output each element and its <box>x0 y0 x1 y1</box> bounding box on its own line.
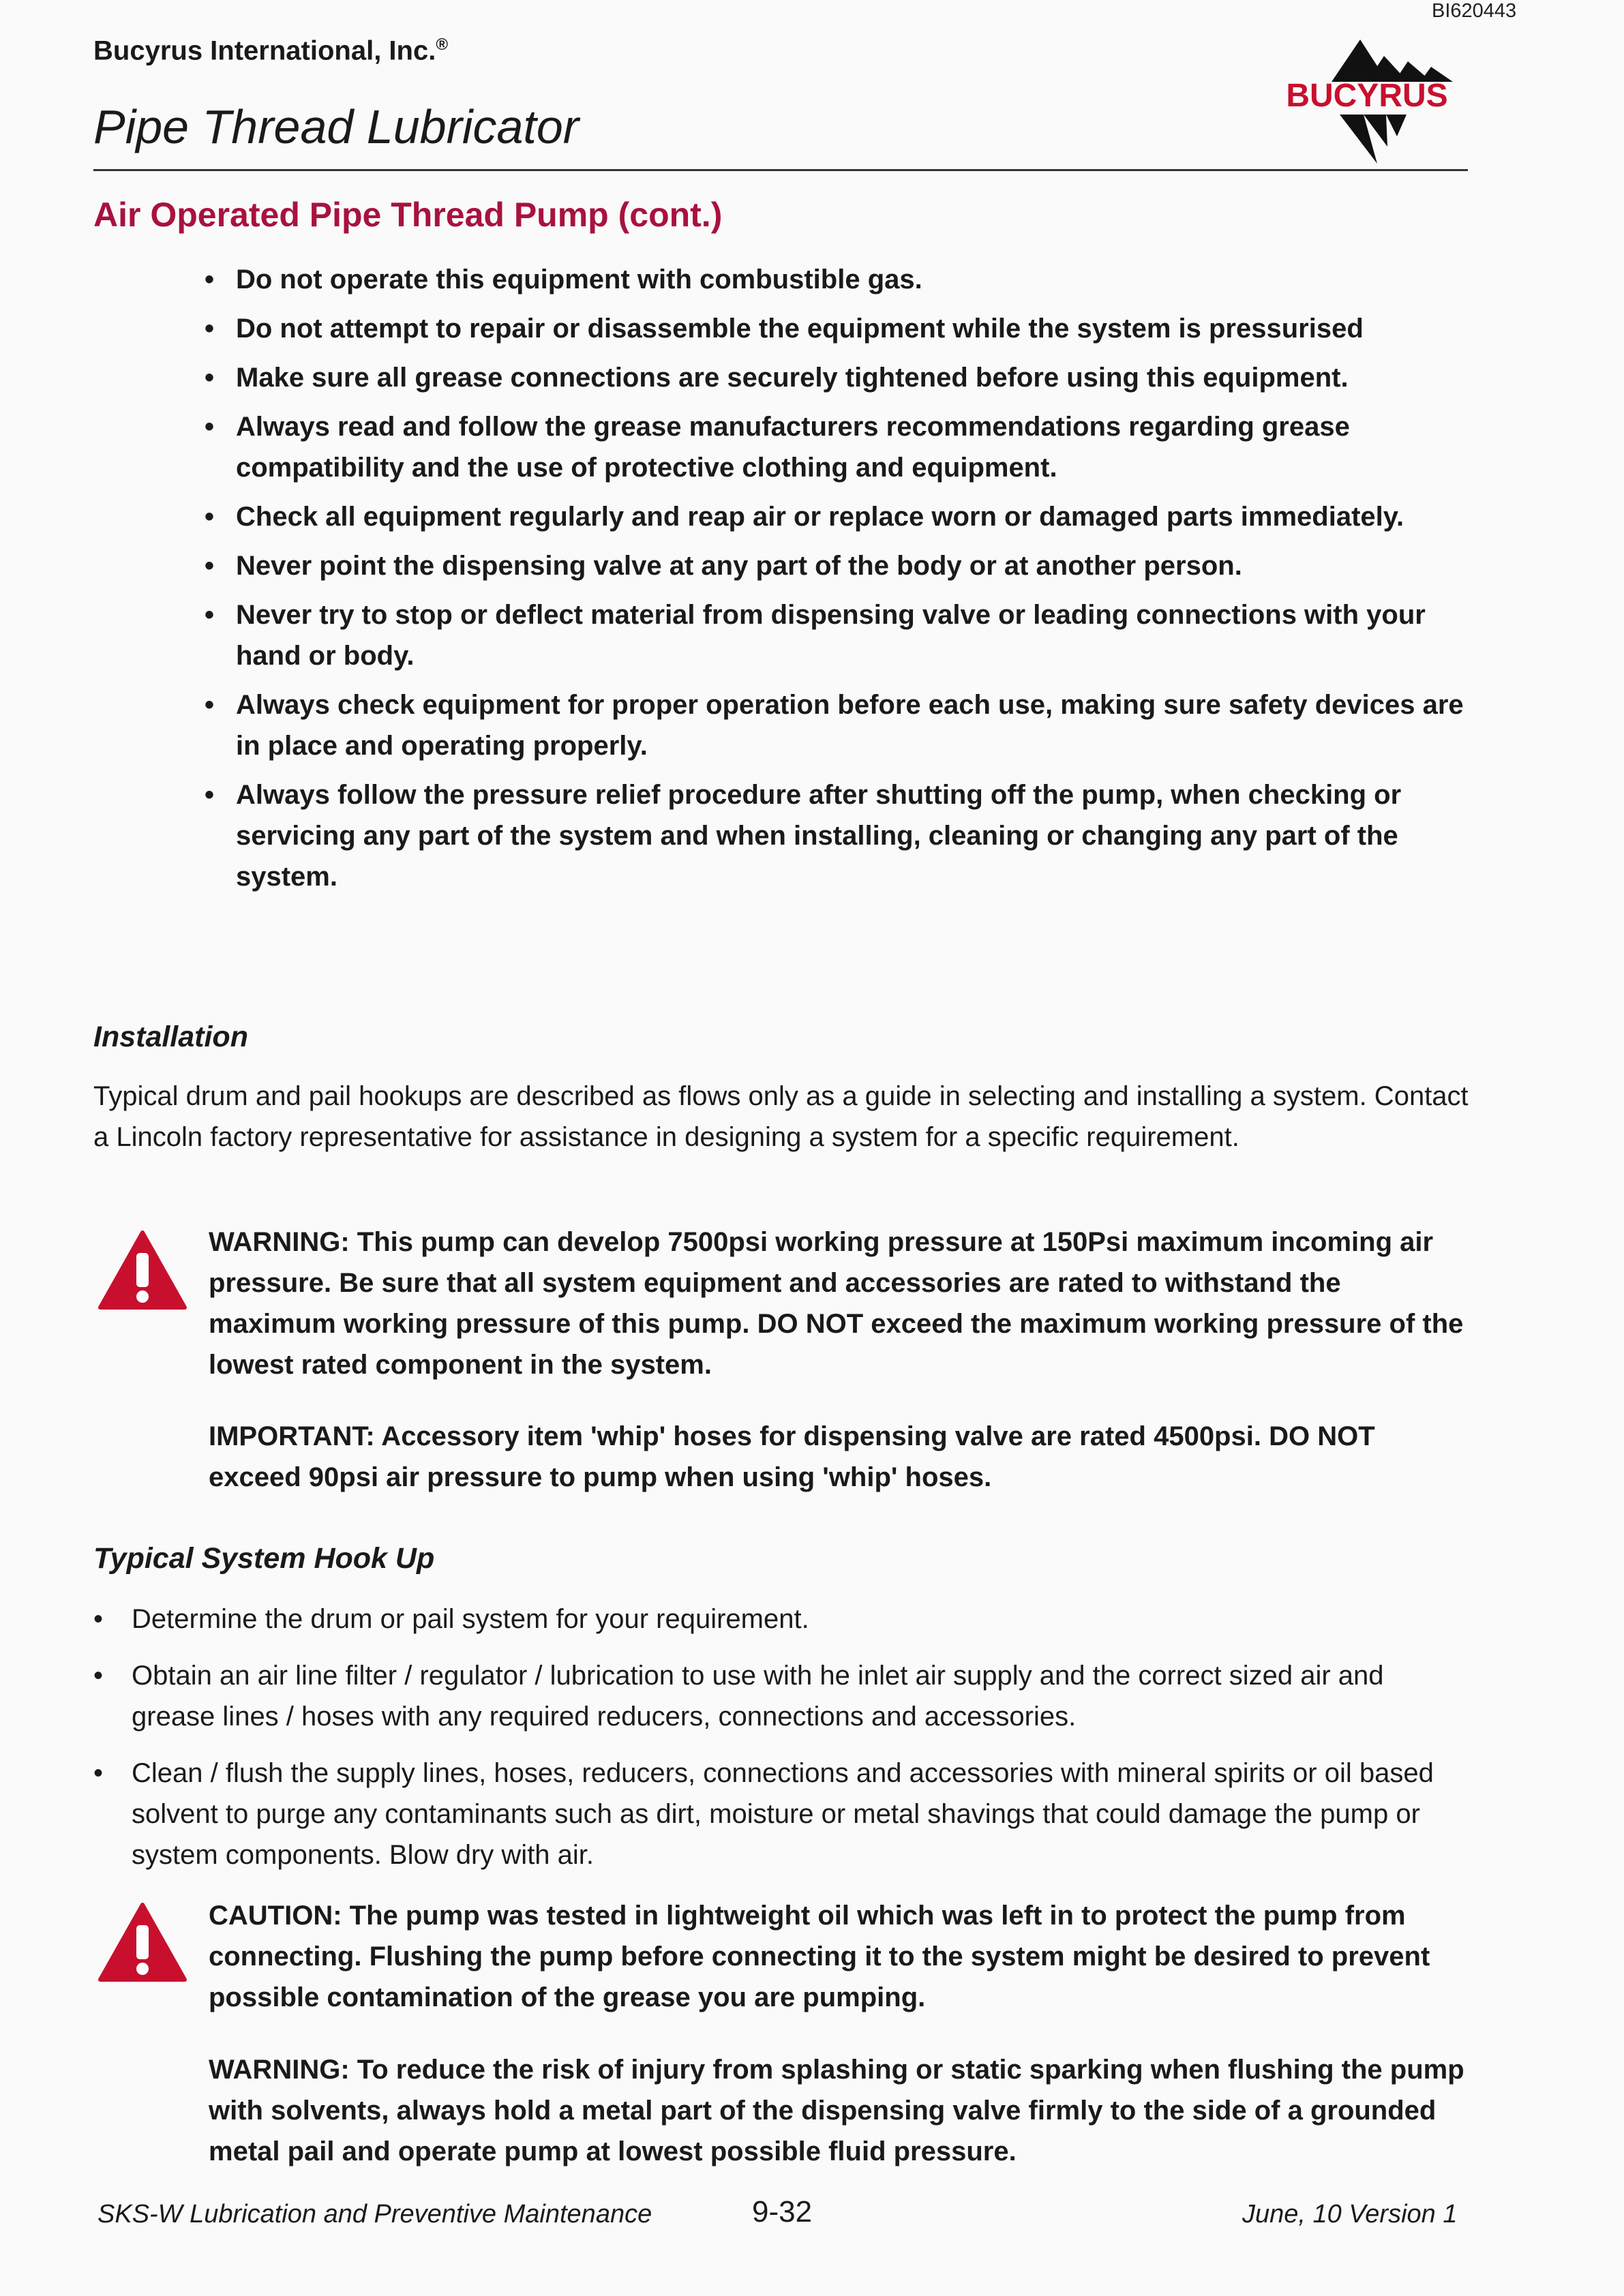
list-item: • Do not operate this equipment with combustible gas. <box>205 259 1473 300</box>
footer-version: June, 10 Version 1 <box>1242 2200 1458 2229</box>
hookup-list <box>93 1599 1471 1891</box>
list-item: • Never point the dispensing valve at any part of the body or at another person. <box>205 545 1473 586</box>
caution-icon <box>97 1902 187 1982</box>
list-item: • Never try to stop or deflect material from dispensing valve or leading connections with your hand or body. <box>205 594 1473 676</box>
caution-notice: CAUTION: The pump was tested in lightweight oil which was left in to protect the pump from connecting. Flushing the pump before connecting it to the system might be desired to prevent possible contamination of the grease you are pumping. <box>209 1901 1430 2012</box>
installation-heading: Installation <box>93 1021 248 1053</box>
company-name <box>93 35 448 66</box>
warning-flush-notice: WARNING: To reduce the risk of injury from splashing or static sparking when flushing the pump with solvents, always hold a metal part of the dispensing valve firmly to the side of a grounded metal pail and operate pump at lowest possible fluid pressure. <box>209 2055 1464 2166</box>
list-item: • Make sure all grease connections are securely tightened before using this equipment. <box>205 357 1473 398</box>
list-item: • Obtain an air line filter / regulator / lubrication to use with he inlet air supply and the correct sized air and grease lines / hoses with any required reducers, connections and accessories. <box>93 1655 1471 1737</box>
warning-pressure-notice: WARNING: This pump can develop 7500psi working pressure at 150Psi maximum incoming air pressure. Be sure that all system equipment and accessories are rated to withstand the maximum working pressure of this pump. DO NOT exceed the maximum working pressure of the lowest rated component in the system. <box>209 1227 1464 1380</box>
section-heading: Air Operated Pipe Thread Pump (cont.) <box>93 196 723 234</box>
installation-text: Typical drum and pail hookups are described as flows only as a guide in selecting and installing a system. Contact a Lincoln factory representative for assistance in designing a system for a specific requirement. <box>93 1081 1469 1152</box>
list-item: • Always follow the pressure relief procedure after shutting off the pump, when checking or servicing any part of the system and when installing, cleaning or changing any part of the system. <box>205 774 1473 897</box>
list-item: • Always check equipment for proper operation before each use, making sure safety devices are in place and operating properly. <box>205 684 1473 766</box>
bucyrus-logo <box>1265 34 1469 167</box>
hookup-heading: Typical System Hook Up <box>93 1542 435 1575</box>
logo-lower-stripe-3 <box>1386 115 1407 136</box>
important-notice: IMPORTANT: Accessory item 'whip' hoses for dispensing valve are rated 4500psi. DO NOT exceed 90psi air pressure to pump when using 'whip' hoses. <box>209 1421 1375 1492</box>
company-name-text: Bucyrus International, Inc. <box>93 35 436 66</box>
safety-list <box>205 259 1473 905</box>
document-title: Pipe Thread Lubricator <box>93 100 580 153</box>
registered-mark: ® <box>436 35 449 54</box>
header-rule <box>93 169 1468 171</box>
list-item: • Do not attempt to repair or disassemble the equipment while the system is pressurised <box>205 308 1473 349</box>
warning-icon <box>97 1230 187 1310</box>
list-item: • Determine the drum or pail system for your requirement. <box>93 1599 1471 1640</box>
list-item: • Check all equipment regularly and reap air or replace worn or damaged parts immediately. <box>205 496 1473 537</box>
document-id: BI620443 <box>1432 0 1517 22</box>
logo-wordmark: BUCYRUS <box>1286 78 1448 114</box>
list-item: • Always read and follow the grease manufacturers recommendations regarding grease compatibility and the use of protective clothing and equipment. <box>205 406 1473 488</box>
footer-manual-title: SKS-W Lubrication and Preventive Maintenance <box>97 2200 652 2229</box>
page-number: 9-32 <box>752 2195 813 2229</box>
list-item: • Clean / flush the supply lines, hoses, reducers, connections and accessories with mineral spirits or oil based solvent to purge any contaminants such as dirt, moisture or metal shavings that could damage the pump or system components. Blow dry with air. <box>93 1753 1471 1875</box>
